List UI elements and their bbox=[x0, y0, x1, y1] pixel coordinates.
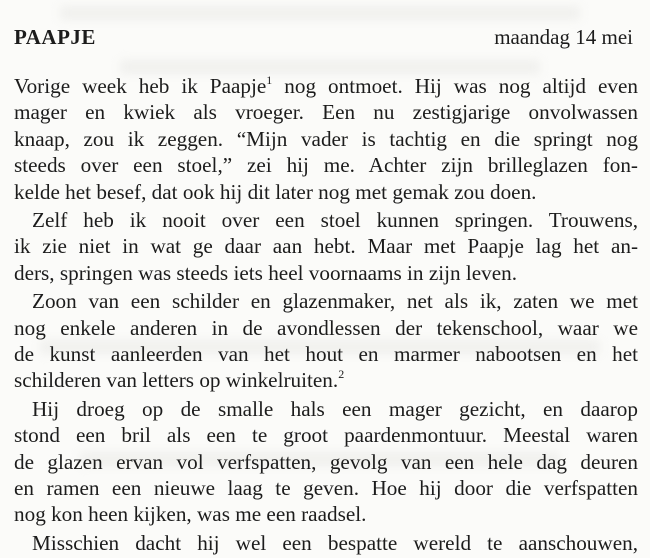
text-line: mager en kwiek als vroeger. Een nu zestigjarige onvolwassen bbox=[14, 100, 638, 125]
text-line: kelde het besef, dat ook hij dit later nog met gemak zou doen. bbox=[14, 179, 537, 204]
text-line: steeds over een stoel,” zei hij me. Achter zijn brilleglazen fon- bbox=[14, 153, 638, 178]
footnote-marker: 2 bbox=[338, 367, 345, 382]
text-line: de kunst aanleerden van het hout en marmer nabootsen en het bbox=[14, 342, 638, 366]
footnote-marker: 1 bbox=[266, 73, 273, 87]
text-line: de glazen ervan vol verfspatten, gevolg van een hele dag deuren bbox=[14, 449, 638, 474]
text-line: Misschien dacht hij wel een bespatte wereld te aanschouwen, bbox=[32, 530, 638, 555]
text-line: nog enkele anderen in de avondlessen der tekenschool, waar we bbox=[14, 315, 638, 340]
text-line: nog kon heen kijken, was me een raadsel. bbox=[14, 502, 367, 527]
text-line: knaap, zou ik zeggen. “Mijn vader is tachtig en die springt nog bbox=[14, 126, 638, 151]
text-line: Hij droeg op de smalle hals een mager gezicht, en daarop bbox=[32, 396, 638, 421]
text-line: Zoon van een schilder en glazenmaker, net als ik, zaten we met bbox=[32, 289, 638, 314]
text-line bbox=[14, 72, 638, 100]
paper-show-through bbox=[60, 6, 580, 20]
text-fragment: Vorige week heb ik Paapje bbox=[14, 74, 267, 98]
text-line: ders, springen was steeds iets heel voornaams in zijn leven. bbox=[14, 260, 518, 285]
text-line: ik zie niet in wat ge daar aan hebt. Maar met Paapje lag het an- bbox=[14, 234, 638, 259]
text-fragment: schilderen van letters op winkelruiten. bbox=[14, 368, 339, 393]
text-fragment: nog ontmoet. Hij was nog altijd even bbox=[284, 74, 638, 98]
chapter-title: PAAPJE bbox=[14, 25, 96, 49]
text-line: Zelf heb ik nooit over een stoel kunnen springen. Trouwens, bbox=[32, 208, 638, 232]
text-line bbox=[14, 366, 638, 394]
text-line: en ramen een nieuwe laag te geven. Hoe hij door die verfspatten bbox=[14, 476, 638, 500]
chapter-date: maandag 14 mei bbox=[494, 25, 633, 49]
text-line: stond een bril als een te groot paardenmontuur. Meestal waren bbox=[14, 423, 638, 448]
